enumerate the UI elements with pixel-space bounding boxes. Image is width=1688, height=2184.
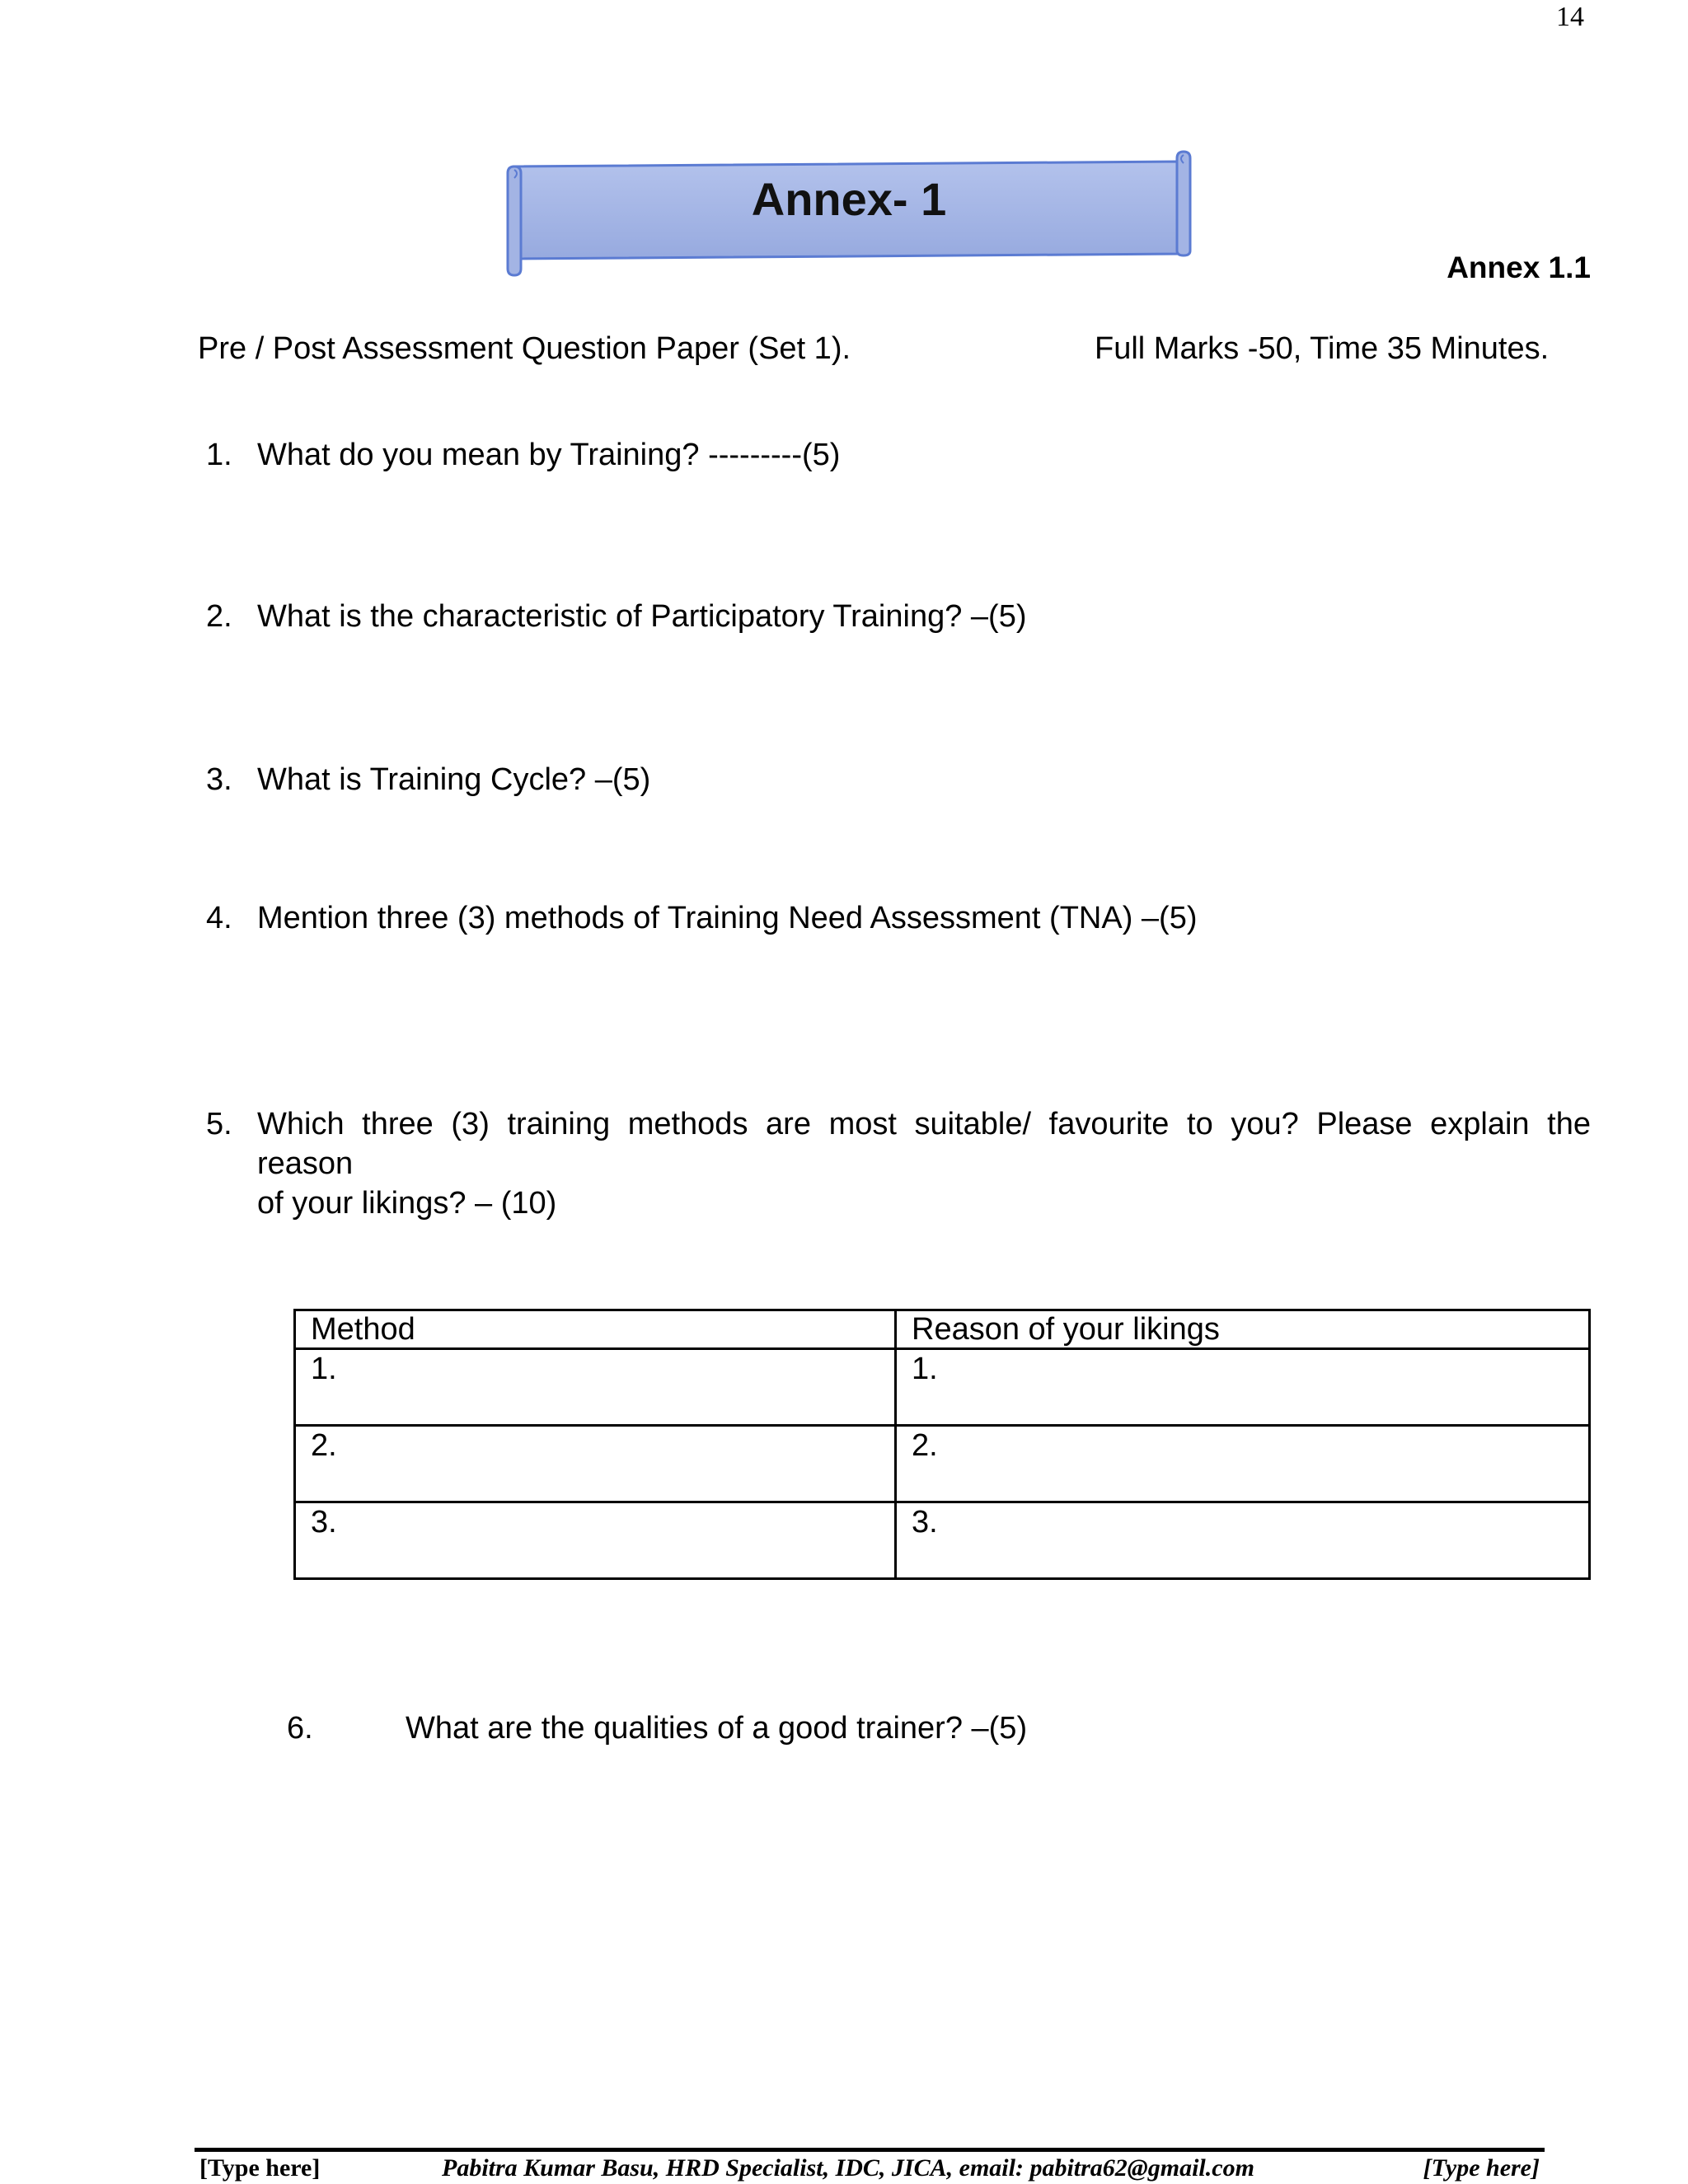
table-row <box>295 1349 1590 1426</box>
table-cell[interactable]: 1. <box>295 1349 896 1426</box>
footer-rule <box>195 2148 1545 2152</box>
footer-center: Pabitra Kumar Basu, HRD Specialist, IDC, JICA, email: pabitra62@gmail.com <box>442 2154 1254 2182</box>
table-cell[interactable]: 1. <box>896 1349 1590 1426</box>
footer-left: [Type here] <box>199 2154 321 2182</box>
table-header-row <box>295 1310 1590 1349</box>
annex-banner-title: Annex- 1 <box>751 173 947 225</box>
question-text: Mention three (3) methods of Training Need Assessment (TNA) –(5) <box>257 901 1198 935</box>
paper-title: Pre / Post Assessment Question Paper (Set 1). <box>198 331 851 366</box>
table-row <box>295 1502 1590 1579</box>
annex-banner <box>503 148 1195 280</box>
table-header-reason: Reason of your likings <box>896 1310 1590 1349</box>
question-number: 3. <box>206 762 232 797</box>
table-row <box>295 1426 1590 1502</box>
page-number: 14 <box>1556 2 1584 32</box>
footer <box>195 2154 1545 2184</box>
table-header-method: Method <box>295 1310 896 1349</box>
question-text: What are the qualities of a good trainer? –(5) <box>406 1711 1028 1746</box>
question-number: 4. <box>206 901 232 935</box>
question-text: What is the characteristic of Participatory Training? –(5) <box>257 599 1027 634</box>
table-cell[interactable]: 3. <box>295 1502 896 1579</box>
question-text <box>257 1104 1591 1223</box>
footer-right: [Type here] <box>1423 2154 1540 2182</box>
question-text-line: Which three (3) training methods are most suitable/ favourite to you? Please explain the <box>257 1107 1591 1141</box>
table-cell[interactable]: 3. <box>896 1502 1590 1579</box>
table-cell[interactable]: 2. <box>896 1426 1590 1502</box>
annex-subtitle: Annex 1.1 <box>1447 251 1591 284</box>
question-number: 1. <box>206 438 232 472</box>
table-cell[interactable]: 2. <box>295 1426 896 1502</box>
question-text: What do you mean by Training? ---------(5) <box>257 438 841 472</box>
question-number: 2. <box>206 599 232 634</box>
question-number: 6. <box>287 1711 313 1746</box>
question-text-line: of your likings? – (10) <box>257 1186 557 1221</box>
question-number: 5. <box>206 1107 232 1141</box>
paper-meta: Full Marks -50, Time 35 Minutes. <box>1095 331 1550 366</box>
question-text: What is Training Cycle? –(5) <box>257 762 651 797</box>
methods-table <box>293 1309 1591 1580</box>
question-text-line: reason <box>257 1146 354 1181</box>
